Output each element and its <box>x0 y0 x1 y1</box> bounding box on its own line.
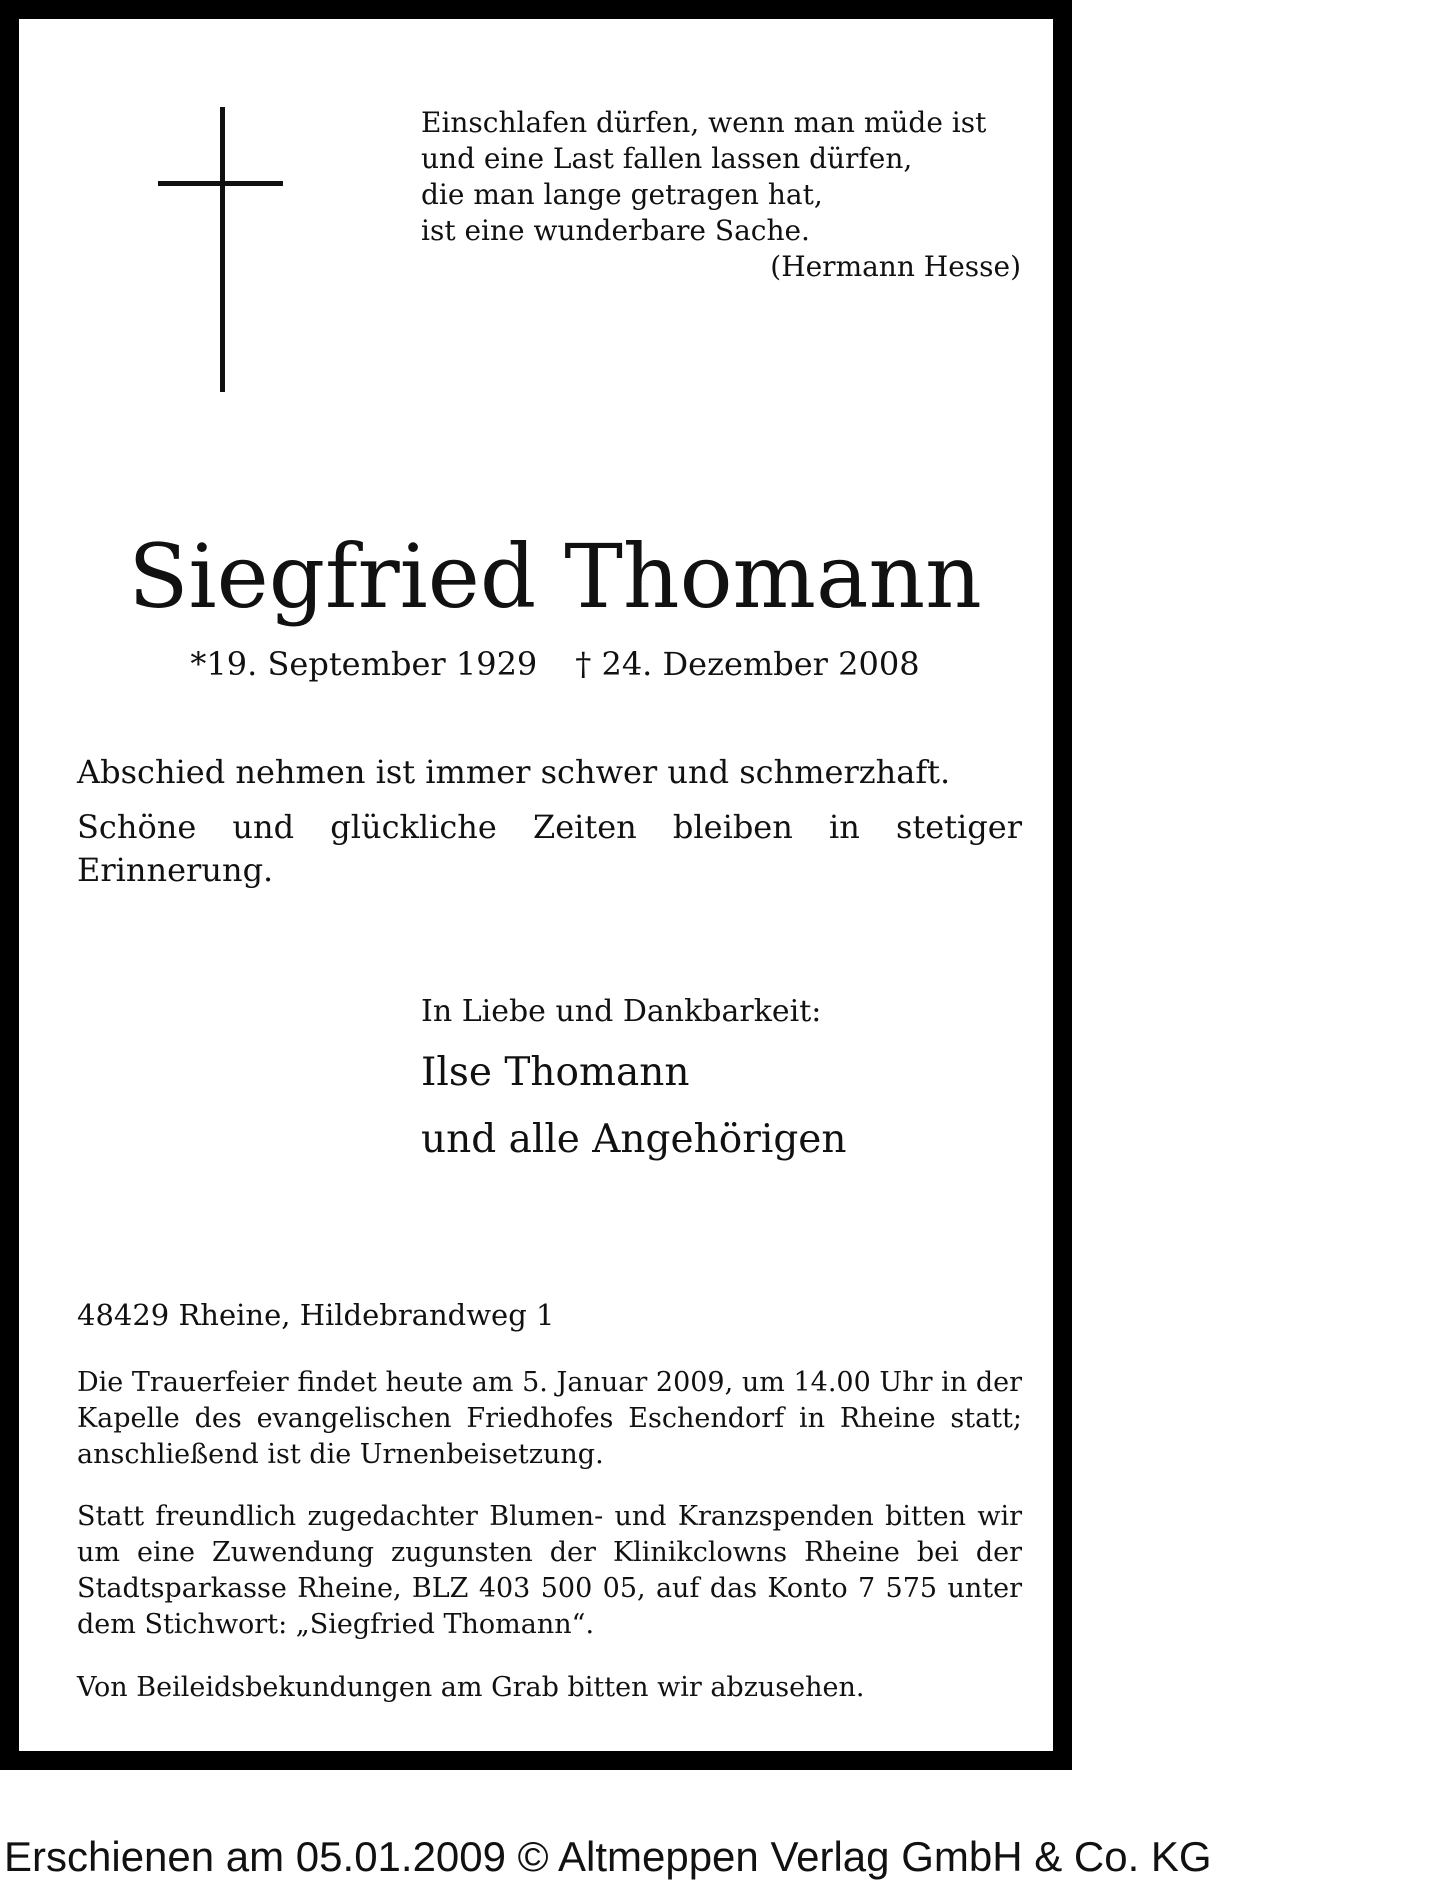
quote-line: ist eine wunderbare Sache. <box>421 214 810 247</box>
hesse-quote <box>421 105 1021 285</box>
death-date: † 24. Dezember 2008 <box>575 645 920 683</box>
cross-icon-bar <box>158 181 283 186</box>
cross-icon <box>220 107 225 392</box>
life-dates <box>19 644 1091 684</box>
condolence-paragraph: Von Beileidsbekundungen am Grab bitten wir abzusehen. <box>77 1672 865 1703</box>
thanks-line: In Liebe und Dankbarkeit: <box>421 994 822 1029</box>
farewell-line: Schöne und glückliche Zeiten bleiben in stetiger Erinnerung. <box>77 808 1022 889</box>
deceased-name: Siegfried Thomann <box>128 525 982 628</box>
farewell-line: Abschied nehmen ist immer schwer und schmerzhaft. <box>77 753 951 791</box>
quote-line: und eine Last fallen lassen dürfen, <box>421 142 913 175</box>
quote-author: (Hermann Hesse) <box>770 250 1021 283</box>
signer-name: Ilse Thomann <box>421 1050 690 1095</box>
quote-line: Einschlafen dürfen, wenn man müde ist <box>421 106 987 139</box>
publication-footer: Erschienen am 05.01.2009 © Altmeppen Verlag GmbH & Co. KG <box>4 1833 1212 1880</box>
quote-line: die man lange getragen hat, <box>421 178 823 211</box>
funeral-paragraph: Die Trauerfeier findet heute am 5. Januar 2009, um 14.00 Uhr in der Kapelle des evangelischen Friedhofes Eschendorf in Rheine statt; anschließend ist die Urnenbeisetzung. <box>77 1367 1022 1470</box>
birth-date: *19. September 1929 <box>190 645 538 683</box>
signer-name: und alle Angehörigen <box>421 1117 847 1162</box>
address: 48429 Rheine, Hildebrandweg 1 <box>77 1298 555 1332</box>
donation-paragraph: Statt freundlich zugedachter Blumen- und Kranzspenden bitten wir um eine Zuwendung zugunsten der Klinikclowns Rheine bei der Stadtsparkasse Rheine, BLZ 403 500 05, auf das Konto 7 575 unter dem Stichwort: „Siegfried Thomann“. <box>77 1501 1022 1640</box>
